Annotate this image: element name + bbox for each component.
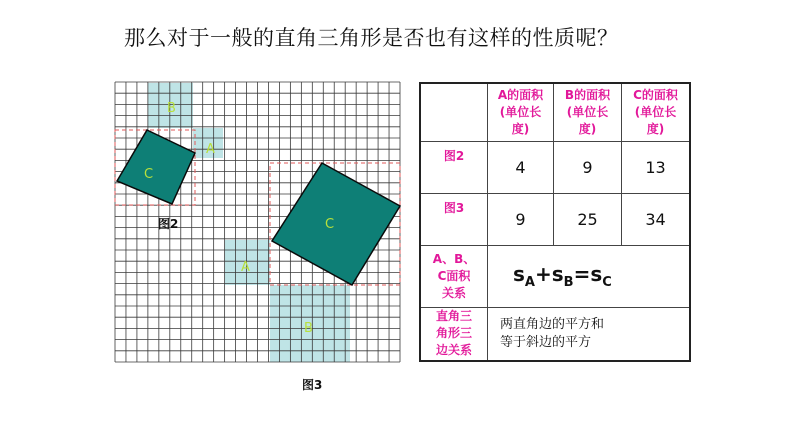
fig2-caption: 图2 bbox=[158, 217, 179, 231]
page-title: 那么对于一般的直角三角形是否也有这样的性质呢？ bbox=[124, 26, 619, 50]
sides-relation-text: 两直角边的平方和 等于斜边的平方 bbox=[488, 307, 691, 361]
fig2-square-c bbox=[117, 130, 195, 204]
cell-fig3-c: 34 bbox=[622, 193, 691, 245]
row-label-fig3: 图3 bbox=[420, 193, 488, 245]
relation-formula: $s_A+s_B=s_C$ bbox=[488, 245, 691, 307]
fig2-label-c: C bbox=[144, 167, 154, 182]
fig3-caption: 图3 bbox=[302, 378, 323, 392]
fig3-label-c: C bbox=[325, 217, 335, 232]
cell-fig2-c: 13 bbox=[622, 141, 691, 193]
fig3-square-c bbox=[272, 163, 400, 285]
header-area-c: C的面积(单位长度) bbox=[622, 83, 691, 141]
fig3-label-a: A bbox=[241, 260, 250, 275]
fig3-label-b: B bbox=[304, 321, 313, 336]
header-area-a: A的面积(单位长度) bbox=[488, 83, 554, 141]
fig2-label-b: B bbox=[167, 101, 176, 116]
fig2-label-a: A bbox=[206, 142, 215, 157]
row-label-fig2: 图2 bbox=[420, 141, 488, 193]
row-label-relation: A、B、C面积关系 bbox=[420, 245, 488, 307]
cell-fig3-a: 9 bbox=[488, 193, 554, 245]
cell-fig2-b: 9 bbox=[554, 141, 622, 193]
row-label-sides: 直角三角形三边关系 bbox=[420, 307, 488, 361]
cell-fig2-a: 4 bbox=[488, 141, 554, 193]
area-table bbox=[419, 82, 691, 362]
table-corner bbox=[420, 83, 488, 141]
cell-fig3-b: 25 bbox=[554, 193, 622, 245]
header-area-b: B的面积(单位长度) bbox=[554, 83, 622, 141]
